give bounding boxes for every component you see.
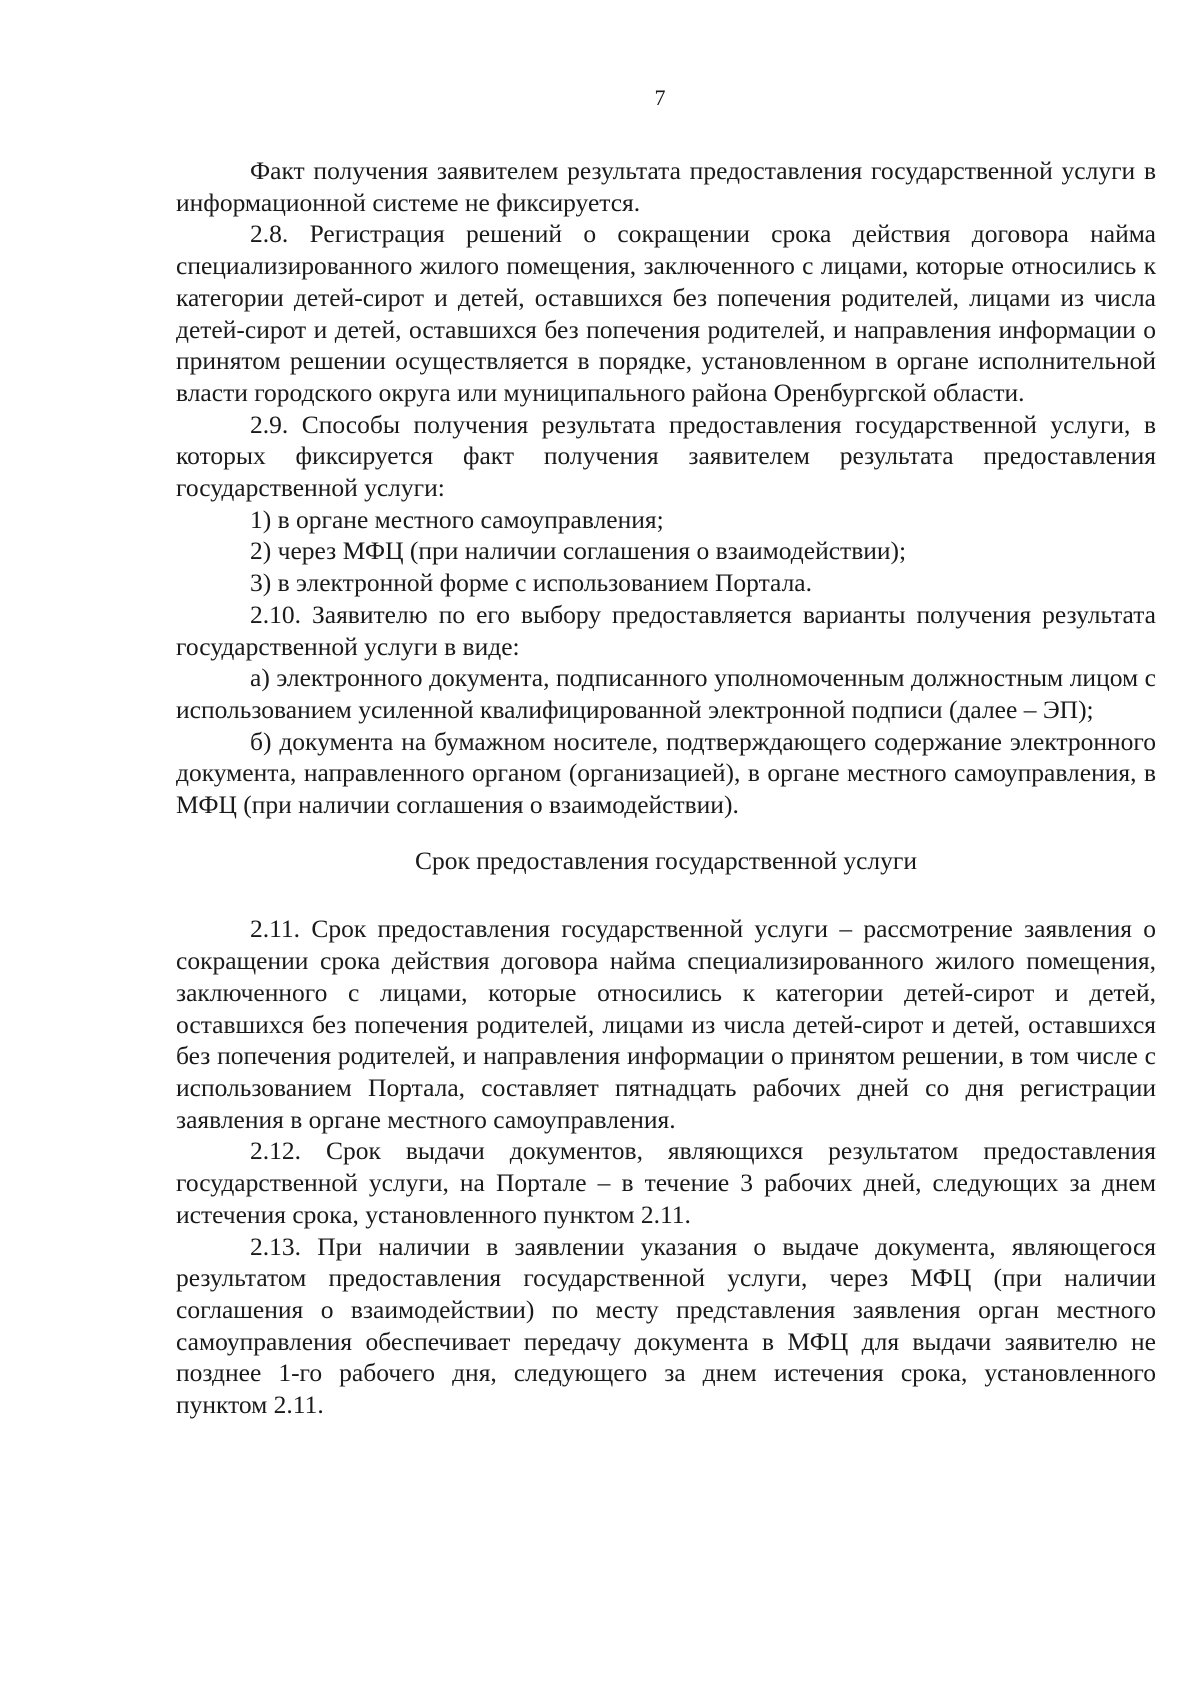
paragraph-2-9: 2.9. Способы получения результата предоставления государственной услуги, в которых фиксируется факт получения заявителем результата предоставления государственной услуги: — [176, 409, 1156, 503]
list-item-b: б) документа на бумажном носителе, подтверждающего содержание электронного документа, направленного органом (организацией), в органе местного самоуправления, в МФЦ (при наличии соглашения о взаимодействии). — [176, 726, 1156, 820]
list-item-3: 3) в электронной форме с использованием Портала. — [250, 568, 812, 598]
paragraph-2-11: 2.11. Срок предоставления государственной услуги – рассмотрение заявления о сокращении срока действия договора найма специализированного жилого помещения, заключенного с лицами, которые относились к категории детей-сирот и детей, оставшихся без попечения родителей, лицами из числа детей-сирот и детей, оставшихся без попечения родителей, и направления информации о принятом решении, в том числе с использованием Портала, составляет пятнадцать рабочих дней со дня регистрации заявления в органе местного самоуправления. — [176, 914, 1156, 1134]
paragraph-2-10: 2.10. Заявителю по его выбору предоставляется варианты получения результата государственной услуги в виде: — [176, 599, 1156, 661]
section-heading: Срок предоставления государственной услуги — [414, 845, 917, 875]
document-body — [176, 155, 1156, 1421]
paragraph-2-13: 2.13. При наличии в заявлении указания о выдаче документа, являющегося результатом предоставления государственной услуги, через МФЦ (при наличии соглашения о взаимодействии) по месту представления заявления орган местного самоуправления обеспечивает передачу документа в МФЦ для выдачи заявителю не позднее 1-го рабочего дня, следующего за днем истечения срока, установленного пунктом 2.11. — [176, 1231, 1156, 1420]
paragraph-2-8: 2.8. Регистрация решений о сокращении срока действия договора найма специализированного жилого помещения, заключенного с лицами, которые относились к категории детей-сирот и детей, оставшихся без попечения родителей, лицами из числа детей-сирот и детей, оставшихся без попечения родителей, и направления информации о принятом решении осуществляется в порядке, установленном в органе исполнительной власти городского округа или муниципального района Оренбургской области. — [176, 219, 1156, 407]
page-number: 7 — [654, 85, 666, 110]
list-item-2: 2) через МФЦ (при наличии соглашения о взаимодействии); — [250, 536, 907, 566]
paragraph-2-12: 2.12. Срок выдачи документов, являющихся результатом предоставления государственной услуги, на Портале – в течение 3 рабочих дней, следующих за днем истечения срока, установленного пунктом 2.11. — [176, 1136, 1156, 1229]
paragraph-fact-not-recorded: Факт получения заявителем результата предоставления государственной услуги в информационной системе не фиксируется. — [176, 156, 1156, 217]
list-item-1: 1) в органе местного самоуправления; — [250, 504, 664, 534]
list-item-a: а) электронного документа, подписанного уполномоченным должностным лицом с использованием усиленной квалифицированной электронной подписи (далее – ЭП); — [176, 663, 1156, 724]
